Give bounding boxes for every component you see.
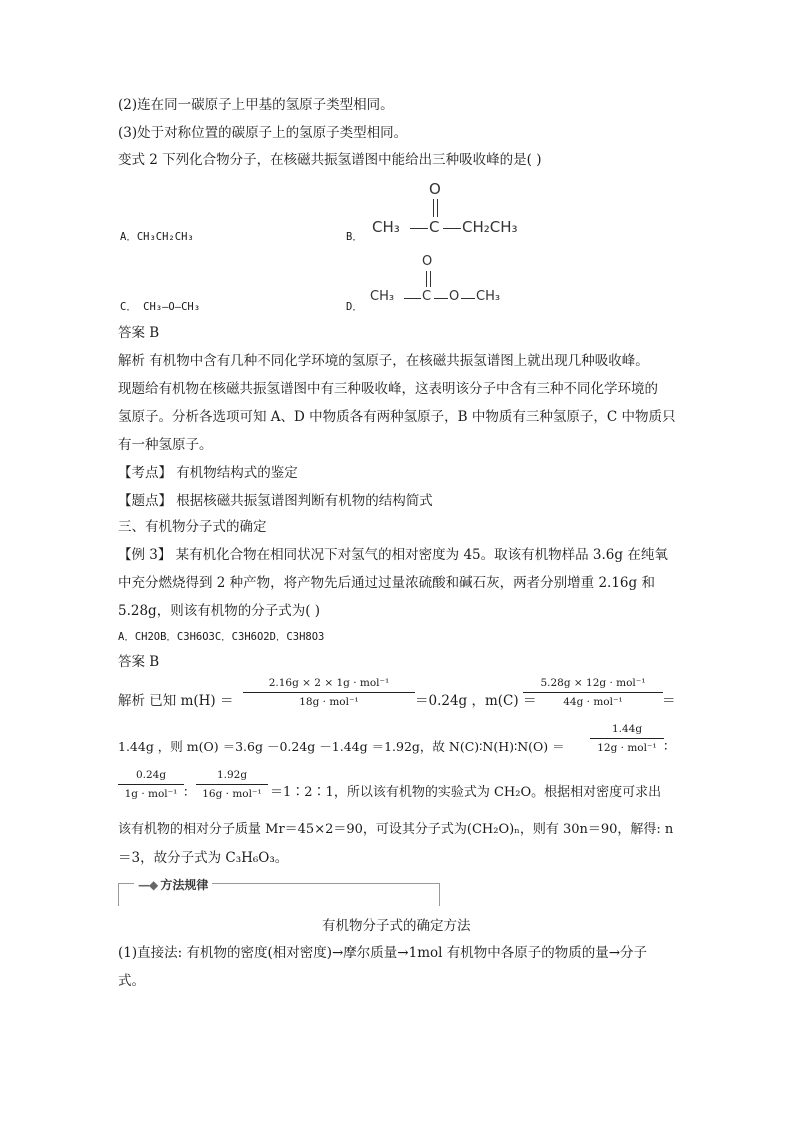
fraction-denominator: 1g · mol⁻¹	[124, 788, 178, 800]
b-bond-left	[410, 228, 428, 229]
d-center-carbon: C	[422, 289, 432, 304]
question-variant-2: 变式 2 下列化合物分子，在核磁共振氢谱图中能给出三种吸收峰的是( )	[118, 152, 542, 168]
fraction-nC	[590, 723, 664, 754]
ratio-colon: ∶	[184, 785, 188, 801]
d-right-group: CH₃	[476, 289, 501, 304]
example-3-choices: A．CH2OB．C3H6O3C．C3H6O2D．C3H8O3	[118, 631, 325, 643]
example-3: 中充分燃烧得到 2 种产物，将产物先后通过过量浓硫酸和碱石灰，两者分别增重 2.16g 和	[118, 575, 655, 591]
fraction-nH	[118, 769, 184, 800]
fraction-denominator: 16g · mol⁻¹	[202, 788, 262, 800]
explanation-line-4: 该有机物的相对分子质量 Mr＝45×2＝90，可设其分子式为(CH₂O)ₙ，则有 30n＝90，解得: n	[118, 822, 674, 837]
fraction-nO	[196, 769, 268, 800]
option-a: A．CH₃CH₂CH₃	[120, 231, 194, 243]
explanation-line: 有一种氢原子。	[118, 437, 213, 453]
b-double-bond-2	[437, 199, 438, 217]
b-top-oxygen: O	[429, 180, 441, 198]
d-bond-1	[404, 298, 421, 299]
explanation-line-5: ＝3，故分子式为 C₃H₆O₃。	[118, 850, 289, 866]
explanation-line: 氢原子。分析各选项可知 A、D 中物质各有两种氢原子，B 中物质有三种氢原子，C 中物质只	[118, 409, 676, 425]
d-double-bond-2	[430, 271, 431, 287]
d-ether-oxygen: O	[449, 289, 460, 304]
fraction-denominator: 12g · mol⁻¹	[597, 742, 657, 754]
example-3: 【例 3】 某有机化合物在相同状况下对氢气的相对密度为 45。取该有机物样品 3.6g 在纯氧	[118, 547, 668, 563]
method-tag	[134, 876, 212, 893]
fraction-numerator: 1.44g	[611, 723, 643, 735]
method-item: (1)直接法: 有机物的密度(相对密度)→摩尔质量→1mol 有机物中各原子的物质的量→分子	[118, 945, 648, 961]
explanation-line: 现题给有机物在核磁共振氢谱图中有三种吸收峰，这表明该分子中含有三种不同化学环境的	[118, 381, 658, 397]
fraction-numerator: 0.24g	[135, 769, 167, 781]
d-top-oxygen: O	[422, 254, 433, 269]
example-3: 5.28g，则该有机物的分子式为( )	[118, 603, 321, 619]
option-b-label: B．	[346, 231, 363, 243]
kaodian: 【考点】 有机物结构式的鉴定	[118, 465, 298, 481]
d-bond-3	[461, 298, 475, 299]
answer-example-3: 答案 B	[118, 654, 160, 670]
explanation-line-2: 1.44g ，则 m(O) ＝3.6g －0.24g －1.44g ＝1.92g，故 N(C)∶N(H)∶N(O) ＝	[118, 739, 565, 754]
section-title: 三、有机物分子式的确定	[118, 519, 267, 535]
fraction-mC	[523, 677, 663, 708]
text-line: (2)连在同一碳原子上甲基的氢原子类型相同。	[118, 97, 394, 113]
explanation-line-3: ＝1∶2∶1，所以该有机物的实验式为 CH₂O。根据相对密度可求出	[270, 785, 662, 800]
d-double-bond-1	[426, 271, 427, 287]
fraction-denominator: 44g · mol⁻¹	[563, 696, 623, 708]
d-bond-2	[434, 298, 448, 299]
option-d-label: D．	[346, 301, 363, 313]
tag-dash-icon: —◆	[138, 878, 161, 892]
method-tag-label: 方法规律	[160, 878, 209, 892]
b-double-bond-1	[433, 199, 434, 217]
explanation-line: 解析 有机物中含有几种不同化学环境的氢原子，在核磁共振氢谱图上就出现几种吸收峰。	[118, 353, 649, 369]
equals-sign: ＝	[662, 693, 676, 709]
fraction-denominator: 18g · mol⁻¹	[299, 696, 359, 708]
b-left-group: CH₃	[372, 218, 400, 236]
explanation-mid: ＝0.24g ，m(C) ＝	[415, 693, 537, 709]
method-title: 有机物分子式的确定方法	[322, 918, 471, 934]
explanation-prefix: 解析 已知 m(H) ＝	[118, 693, 234, 709]
b-bond-right	[443, 228, 461, 229]
b-right-group: CH₂CH₃	[462, 218, 518, 236]
answer-variant-2: 答案 B	[118, 325, 160, 341]
fraction-mH	[243, 677, 415, 708]
fraction-numerator: 2.16g × 2 × 1g · mol⁻¹	[268, 677, 390, 689]
method-item: 式。	[118, 973, 145, 989]
fraction-numerator: 1.92g	[216, 769, 248, 781]
b-center-carbon: C	[429, 218, 440, 236]
ratio-colon: ∶	[664, 739, 668, 755]
tidian: 【题点】 根据核磁共振氢谱图判断有机物的结构简式	[118, 493, 433, 509]
d-left-group: CH₃	[370, 289, 395, 304]
text-line: (3)处于对称位置的碳原子上的氢原子类型相同。	[118, 125, 408, 141]
option-c: C． CH₃—O—CH₃	[120, 301, 201, 313]
fraction-numerator: 5.28g × 12g · mol⁻¹	[540, 677, 646, 689]
